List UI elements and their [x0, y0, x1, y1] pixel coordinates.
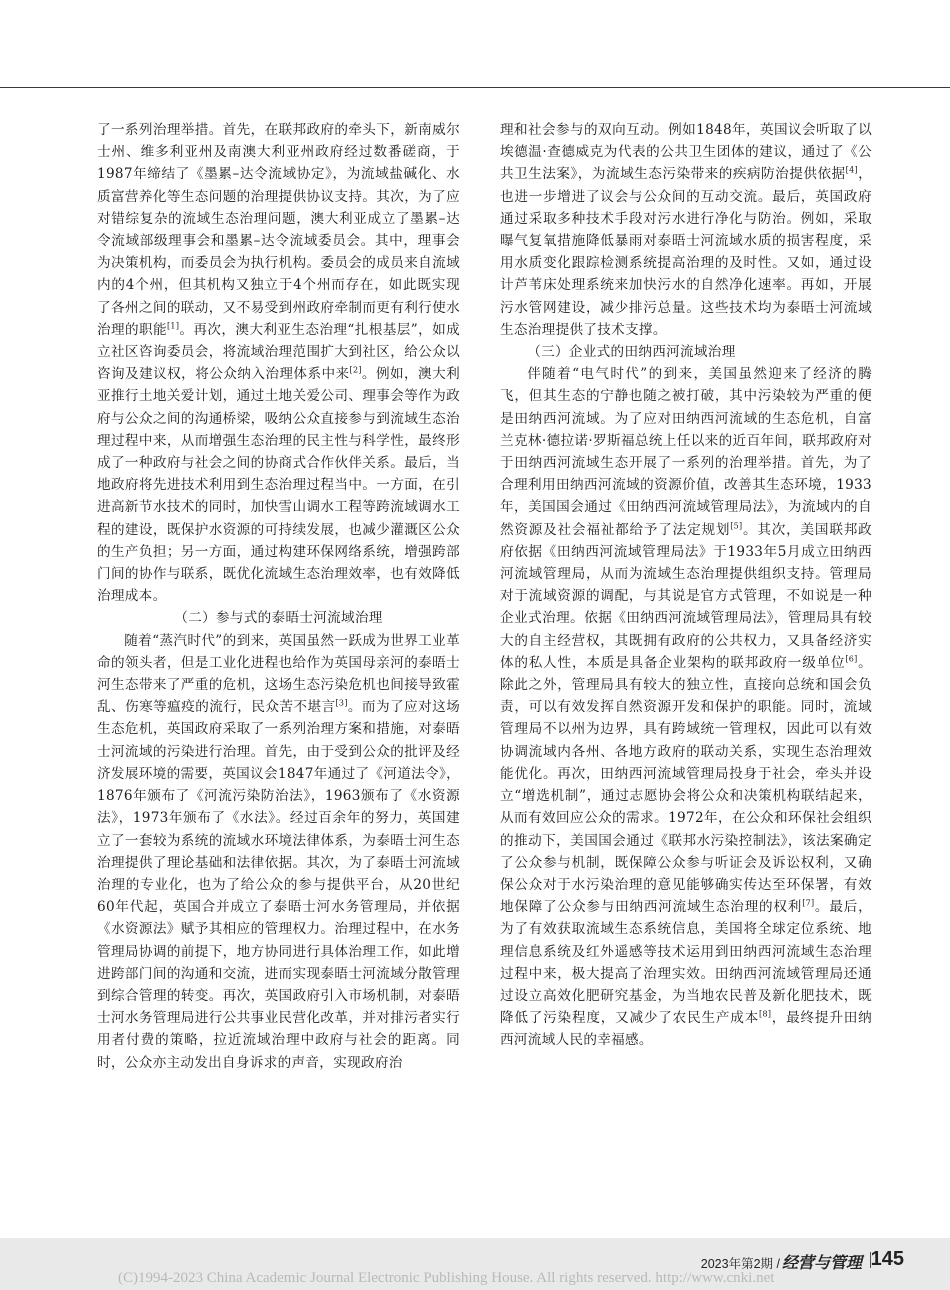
right-column	[500, 119, 872, 1052]
section-heading: （二）参与式的泰晤士河流域治理	[174, 610, 383, 627]
paragraph: 了一系列治理举措。首先，在联邦政府的牵头下，新南威尔士州、维多利亚州及南澳大利亚州政府经过数番磋商，于1987年缔结了《墨累–达令流域协定》，为流域盐碱化、水质富营养化等生态问题的治理提供协议支持。其次，为了应对错综复杂的流域生态治理问题，澳大利亚成立了墨累–达令流域部级理事会和墨累–达令流域委员会。其中，理事会为决策机构，而委员会为执行机构。委员会的成员来自流域内的4个州，但其机构又独立于4个州而存在，如此既实现了各州之间的联动，又不易受到州政府牵制而更有利行使水治理的职能[1]。再次，澳大利亚生态治理“扎根基层”，如成立社区咨询委员会，将流域治理范围扩大到社区，给公众以咨询及建议权，将公众纳入治理体系中来[2]。例如，澳大利亚推行土地关爱计划，通过土地关爱公司、理事会等作为政府与公众之间的沟通桥梁，吸纳公众直接参与到流域生态治理过程中来，从而增强生态治理的民主性与科学性，最终形成了一种政府与社会之间的协商式合作伙伴关系。最后，当地政府将先进技术利用到生态治理过程当中。一方面，在引进高新节水技术的同时，加快雪山调水工程等跨流域调水工程的建设，既保护水资源的可持续发展，也减少灌溉区公众的生产负担；另一方面，通过构建环保网络系统，增强跨部门间的协作与联系，既优化流域生态治理效率，也有效降低治理成本。	[97, 122, 461, 605]
paragraph: 伴随着“电气时代”的到来，美国虽然迎来了经济的腾飞，但其生态的宁静也随之被打破，其中污染较为严重的便是田纳西河流域。为了应对田纳西河流域的生态危机，自富兰克林·德拉诺·罗斯福总统上任以来的近百年间，联邦政府对于田纳西河流域生态开展了一系列的治理举措。首先，为了合理利用田纳西河流域的资源价值，改善其生态环境，1933年，美国国会通过《田纳西河流域管理局法》，为流域内的自然资源及社会福祉都给予了法定规划[5]。其次，美国联邦政府依据《田纳西河流域管理局法》于1933年5月成立田纳西河流域管理局，从而为流域生态治理提供组织支持。管理局对于流域资源的调配，与其说是官方式管理，不如说是一种企业式治理。依据《田纳西河流域管理局法》，管理局具有较大的自主经营权，其既拥有政府的公共权力，又具备经济实体的私人性，本质是具备企业架构的联邦政府一级单位[6]。除此之外，管理局具有较大的独立性，直接向总统和国会负责，可以有效发挥自然资源开发和保护的职能。同时，流域管理局不以州为边界，具有跨域统一管理权，因此可以有效协调流域内各州、各地方政府的联动关系，实现生态治理效能优化。再次，田纳西河流域管理局投身于社会，牵头并设立“增选机制”，通过志愿协会将公众和决策机构联结起来，从而有效回应公众的需求。1972年，在公众和环保社会组织的推动下，美国国会通过《联邦水污染控制法》，该法案确定了公众参与机制，既保障公众参与听证会及诉讼权利，又确保公众对于水污染治理的意见能够确实传达至环保署，有效地保障了公众参与田纳西河流域生态治理的权利[7]。最后，为了有效获取流域生态系统信息，美国将全球定位系统、地理信息系统及红外遥感等技术运用到田纳西河流域生态治理过程中来，极大提高了治理实效。田纳西河流域管理局还通过设立高效化肥研究基金，为当地农民普及新化肥技术，既降低了污染程度，又减少了农民生产成本[8]，最终提升田纳西河流域人民的幸福感。	[500, 366, 872, 1049]
citation-ref[interactable]: [7]	[802, 898, 815, 908]
citation-ref[interactable]: [6]	[845, 654, 858, 664]
paragraph: 理和社会参与的双向互动。例如1848年，英国议会听取了以埃德温·查德威克为代表的公共卫生团体的建议，通过了《公共卫生法案》，为流域生态污染带来的疾病防治提供依据[4]，也进一步增进了议会与公众间的互动交流。最后，英国政府通过采取多种技术手段对污水进行净化与防治。例如，采取曝气复氧措施降低暴雨对泰晤士河流域水质的损害程度，采用水质变化跟踪检测系统提高治理的及时性。又如，通过设计芦苇床处理系统来加快污水的自然净化速率。再如，开展污水管网建设，减少排污总量。这些技术均为泰晤士河流域生态治理提供了技术支撑。	[500, 122, 872, 338]
header-rule	[0, 87, 950, 88]
journal-logo: 经营与管理	[781, 1253, 862, 1272]
citation-ref[interactable]: [3]	[335, 698, 348, 708]
citation-ref[interactable]: [4]	[845, 165, 858, 175]
section-heading: （三）企业式的田纳西河流域治理	[527, 344, 736, 361]
citation-ref[interactable]: [2]	[349, 365, 362, 375]
copyright-watermark: (C)1994-2023 China Academic Journal Electronic Publishing House. All rights reserved. http://www.cnki.net	[118, 1270, 775, 1286]
issue-label: 2023年第2期 /	[700, 1257, 780, 1271]
citation-ref[interactable]: [1]	[167, 321, 180, 331]
paragraph: 随着“蒸汽时代”的到来，英国虽然一跃成为世界工业革命的领头者，但是工业化进程也给作为英国母亲河的泰晤士河生态带来了严重的危机，这场生态污染危机也间接导致霍乱、伤寒等瘟疫的流行，民众苦不堪言[3]。而为了应对这场生态危机，英国政府采取了一系列治理方案和措施，对泰晤士河流域的污染进行治理。首先，由于受到公众的批评及经济发展环境的需要，英国议会1847年通过了《河道法令》，1876年颁布了《河流污染防治法》，1963颁布了《水资源法》，1973年颁布了《水法》。经过百余年的努力，英国建立了一套较为系统的流域水环境法律体系，为泰晤士河生态治理提供了理论基础和法律依据。其次，为了泰晤士河流域治理的专业化，也为了给公众的参与提供平台，从20世纪60年代起，英国合并成立了泰晤士河水务管理局，并依据《水资源法》赋予其相应的管理权力。治理过程中，在水务管理局协调的前提下，地方协同进行具体治理工作，如此增进跨部门间的沟通和交流，进而实现泰晤士河流域分散管理到综合管理的转变。再次，英国政府引入市场机制，对泰晤士河水务管理局进行公共事业民营化改革，并对排污者实行用者付费的策略，拉近流域治理中政府与社会的距离。同时，公众亦主动发出自身诉求的声音，实现政府治	[97, 632, 460, 1071]
left-column	[97, 119, 460, 1074]
page-number: 145	[870, 1248, 904, 1270]
citation-ref[interactable]: [8]	[759, 1009, 772, 1019]
citation-ref[interactable]: [5]	[730, 521, 743, 531]
